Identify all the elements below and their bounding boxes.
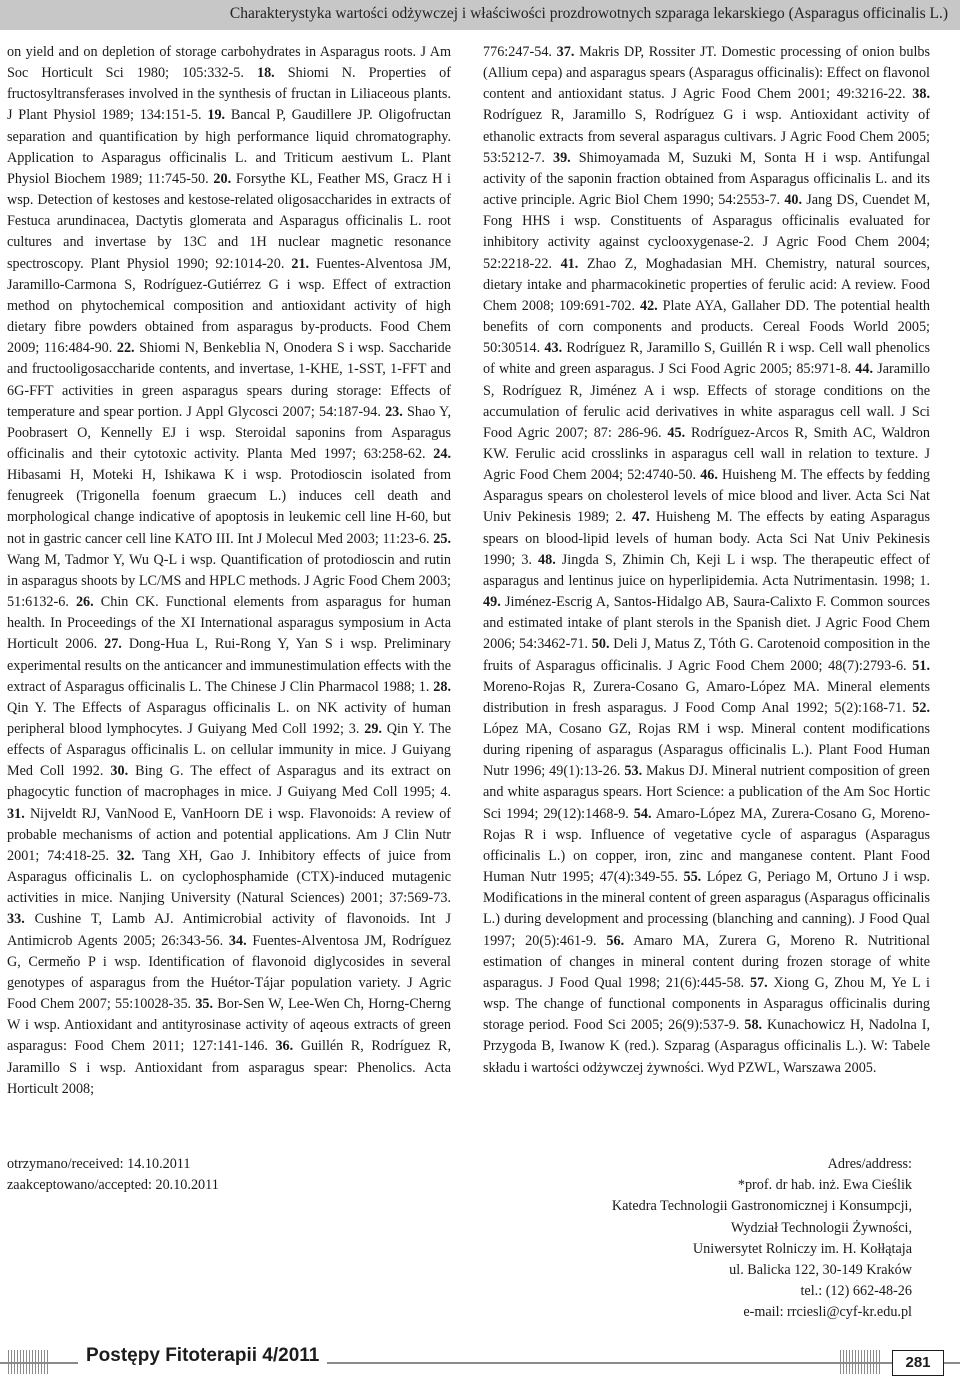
address-email: e-mail: rrciesli@cyf-kr.edu.pl <box>743 1304 912 1321</box>
reference-number: 22. <box>116 340 135 357</box>
references-right-column <box>483 42 930 1079</box>
reference-number: 37. <box>556 44 575 60</box>
reference-text: Dong-Hua L, Rui-Rong Y, Yan S i wsp. Preliminary experimental results on the anticancer and immunestimulation effects with the extract of Asparagus officinalis L. The Chinese J Clin Pharmacol 1988; 1. <box>7 636 451 695</box>
reference-number: 25. <box>433 530 451 547</box>
reference-number: 19. <box>207 107 226 124</box>
footer-hatch-left <box>8 1350 48 1374</box>
page-number: 281 <box>892 1350 944 1376</box>
reference-text: Huisheng M. The effects by eating Asparagus spears on blood-lipid levels of human body. Acta Sci Nat Univ Pekinesis 1990; 3. <box>483 509 930 568</box>
reference-number: 42. <box>639 297 658 314</box>
reference-text: Jang DS, Cuendet M, Fong HHS i wsp. Constituents of Asparagus officinalis evaluated for inhibitory activity against cyclooxygenase-2. J Agric Food Chem 2004; 52:2218-22. <box>483 192 930 272</box>
references-left-paragraph <box>7 42 451 1100</box>
reference-number: 26. <box>75 594 94 611</box>
address-line: *prof. dr hab. inż. Ewa Cieślik <box>737 1177 912 1194</box>
reference-number: 56. <box>606 932 625 949</box>
address-label: Adres/address: <box>827 1156 912 1172</box>
received-dates <box>7 1154 219 1196</box>
reference-number: 38. <box>912 86 930 103</box>
reference-text: Rodríguez R, Jaramillo S, Rodríguez G i wsp. Antioxidant activity of ethanolic extracts from several asparagus cultivars. J Agric Food Chem 2005; 53:5212-7. <box>483 107 930 166</box>
reference-text: Nijveldt RJ, VanNood E, VanHoorn DE i wsp. Flavonoids: A review of probable mechanisms of action and potential applications. Am J Clin Nutr 2001; 74:418-25. <box>7 805 452 864</box>
received-date: otrzymano/received: 14.10.2011 <box>7 1156 191 1172</box>
reference-number: 20. <box>213 170 232 187</box>
reference-number: 44. <box>855 361 874 378</box>
reference-number: 18. <box>256 65 275 82</box>
reference-number: 28. <box>433 678 451 695</box>
accepted-date: zaakceptowano/accepted: 20.10.2011 <box>7 1177 219 1193</box>
reference-number: 40. <box>784 192 803 209</box>
running-header <box>0 0 960 30</box>
reference-text: Hibasami H, Moteki H, Ishikawa K i wsp. Protodioscin isolated from fenugreek (Trigonella foenum graecum L.) induces cell death and morphological change indicative of apoptosis in leukemic cell line H-60, but not in gastric cancer cell line KATO III. Int J Molecul Med 2003; 11:23-6. <box>7 467 451 547</box>
references-left-column <box>7 42 451 1100</box>
reference-number: 51. <box>912 657 930 674</box>
reference-text: Huisheng M. The effects by fedding Asparagus spears on cholesterol levels of mice blood and liver. Acta Sci Nat Univ Pekinesis 1989; 2. <box>483 467 930 526</box>
reference-text: Plate AYA, Gallaher DD. The potential health benefits of corn components and products. Cereal Foods World 2005; 50:30514. <box>483 297 930 357</box>
reference-number: 48. <box>538 551 556 568</box>
reference-number: 24. <box>433 445 451 462</box>
reference-number: 57. <box>749 974 768 991</box>
footer-hatch-right <box>840 1350 880 1374</box>
reference-entry <box>483 44 557 60</box>
reference-number: 32. <box>116 847 135 864</box>
reference-number: 50. <box>591 636 610 653</box>
reference-text: Zhao Z, Moghadasian MH. Chemistry, natural sources, dietary intake and pharmacokinetic properties of ferulic acid: A review. Food Chem 2008; 109:691-702. <box>483 255 930 314</box>
reference-text: on yield and on depletion of storage carbohydrates in Asparagus roots. J Am Soc Horticult Sci 1980; 105:332-5. <box>7 44 451 82</box>
reference-text: Makus DJ. Mineral nutrient composition of green and white asparagus spears. Hort Science: a publication of the Am Soc Hortic Sci 1994; 29(12):1468-9. <box>483 763 930 822</box>
reference-number: 55. <box>683 869 702 886</box>
reference-number: 54. <box>633 805 652 822</box>
reference-number: 35. <box>195 996 214 1013</box>
reference-text: Shiomi N. Properties of fructosyltransferases involved in the synthesis of fructan in Liliaceous plants. J Plant Physiol 1989; 134:151-5. <box>7 65 451 124</box>
reference-number: 31. <box>7 805 25 822</box>
reference-text: Jingda S, Zhimin Ch, Keji L i wsp. The therapeutic effect of asparagus and lentinus juice on hyperlipidemia. Acta Nutrimentasin. 1998; 1. <box>483 551 930 589</box>
reference-text: Amaro MA, Zurera G, Moreno R. Nutritional estimation of changes in mineral content during frozen storage of white asparagus. J Food Qual 1998; 21(6):445-58. <box>483 932 930 991</box>
reference-text: Shiomi N, Benkeblia N, Onodera S i wsp. Saccharide and fructooligosaccharide contents, and invertase, 1-KHE, 1-SST, 1-FFT and 6G-FFT activities in green asparagus spears during storage: Effects of temperature and spear portion. J Appl Glycosci 2007; 54:187-94. <box>7 340 451 420</box>
reference-entry <box>483 552 930 589</box>
reference-text: Jaramillo S, Rodríguez R, Jiménez A i wsp. Effects of storage conditions on the accumulation of ferulic acid derivatives in white asparagus cell wall. J Sci Food Agric 2007; 87: 286-96. <box>483 361 931 441</box>
reference-text: Bing G. The effect of Asparagus and its extract on phagocytic function of macrophages in mice. J Guiyang Med Coll 1995; 4. <box>7 763 451 801</box>
reference-number: 52. <box>912 699 930 716</box>
reference-number: 29. <box>364 721 382 737</box>
reference-number: 58. <box>744 1017 763 1034</box>
reference-text: Xiong G, Zhou M, Ye L i wsp. The change of functional components in Asparagus officinalis during storage period. Food Sci 2005; 26(9):537-9. <box>483 974 931 1034</box>
reference-number: 36. <box>275 1038 294 1055</box>
correspondence-address <box>612 1154 912 1324</box>
reference-text: López G, Periago M, Ortuno J i wsp. Modifications in the mineral content of green asparagus (Asparagus officinalis L.) during development and processing (blanching and canning). J Food Qual 1997; 20(5):461-9. <box>483 869 930 949</box>
reference-number: 46. <box>700 467 718 484</box>
address-line: ul. Balicka 122, 30-149 Kraków <box>729 1262 912 1279</box>
running-header-title: Charakterystyka wartości odżywczej i właściwości prozdrowotnych szparaga lekarskiego (Asparagus officinalis L.) <box>229 5 948 22</box>
reference-text: Chin CK. Functional elements from asparagus for human health. In Proceedings of the XI International asparagus symposium in Acta Horticult 2006. <box>7 594 451 653</box>
reference-text: 776:247-54. <box>483 44 557 60</box>
reference-number: 45. <box>667 424 686 441</box>
reference-text: López MA, Cosano GZ, Rojas RM i wsp. Mineral content modifications during ripening of asparagus (Asparagus officinalis L.). Plant Food Human Nutr 1996; 49(1):13-26. <box>483 721 930 780</box>
reference-text: Qin Y. The Effects of Asparagus officinalis L. on NK activity of human peripheral blood lymphocytes. J Guiyang Med Coll 1992; 3. <box>7 699 451 737</box>
reference-number: 21. <box>291 255 310 272</box>
reference-text: Fuentes-Alventosa JM, Rodríguez G, Cermeňo P i wsp. Identification of flavonoid diglycosides in several genotypes of asparagus from the Huétor-Tájar population variety. J Agric Food Chem 2007; 55:10028-35. <box>7 932 452 1013</box>
reference-text: Deli J, Matus Z, Tóth G. Carotenoid composition in the fruits of Asparagus officinalis. J Agric Food Chem 2000; 48(7):2793-6. <box>483 636 930 674</box>
reference-number: 53. <box>624 763 643 780</box>
reference-text: Kunachowicz H, Nadolna I, Przygoda B, Iwanow K (red.). Szparag (Asparagus officinalis L.). W: Tabele składu i wartości odżywczej żywności. Wyd PZWL, Warszawa 2005. <box>483 1017 931 1076</box>
address-line: tel.: (12) 662-48-26 <box>800 1283 912 1300</box>
reference-text: Rodríguez R, Jaramillo S, Guillén R i wsp. Cell wall phenolics of white and green asparagus. J Sci Food Agric 2005; 85:971-8. <box>483 340 931 378</box>
reference-number: 49. <box>483 594 501 611</box>
reference-text: Bor-Sen W, Lee-Wen Ch, Horng-Cherng W i wsp. Antioxidant and antityrosinase activity of aqeous extracts of green asparagus: Food Chem 2011; 127:141-146. <box>7 996 451 1055</box>
reference-text: Wang M, Tadmor Y, Wu Q-L i wsp. Quantification of protodioscin and rutin in asparagus shoots by LC/MS and HPLC methods. J Agric Food Chem 2003; 51:6132-6. <box>7 551 451 611</box>
address-line: Katedra Technologii Gastronomicznej i Konsumpcji, <box>611 1198 912 1215</box>
reference-number: 30. <box>110 763 129 780</box>
reference-text: Bancal P, Gaudillere JP. Oligofructan separation and quantification by high performance liquid chromatography. Application to Asparagus officinalis L. and Triticum aestivum L. Plant Physiol Biochem 1989; 11:745-50. <box>7 107 451 187</box>
reference-text: Forsythe KL, Feather MS, Gracz H i wsp. Detection of kestoses and kestose-related oligosaccharides in extracts of Festuca arundinacea, Dactytis glomerata and Asparagus officinalis L. root cultures and invertase by 13C and 1H nuclear magnetic resonance spectroscopy. Plant Physiol 1990; 92:1014-20. <box>7 170 451 272</box>
reference-text: Jiménez-Escrig A, Santos-Hidalgo AB, Saura-Calixto F. Common sources and estimated intake of plant sterols in the Spanish diet. J Agric Food Chem 2006; 54:3462-71. <box>483 594 931 653</box>
references-right-paragraph <box>483 42 930 1079</box>
reference-text: Cushine T, Lamb AJ. Antimicrobial activity of flavonoids. Int J Antimicrob Agents 2005; 26:343-56. <box>7 911 451 949</box>
reference-number: 23. <box>385 403 403 420</box>
reference-text: Rodríguez-Arcos R, Smith AC, Waldron KW. Ferulic acid crosslinks in asparagus cell wall in relation to texture. J Agric Food Chem 2004; 52:4740-50. <box>483 424 930 484</box>
reference-text: Tang XH, Gao J. Inhibitory effects of juice from Asparagus officinalis L. on cyclophosphamide (CTX)-induced mutagenic activities in mice. Nanjing University (Natural Sciences) 2001; 37:569-73. <box>7 847 451 907</box>
reference-text: Shao Y, Poobrasert O, Kennelly EJ i wsp. Steroidal saponins from Asparagus officinalis and their cytotoxic activity. Planta Med 1997; 63:258-62. <box>7 403 451 462</box>
reference-number: 39. <box>552 149 571 166</box>
reference-text: Guillén R, Rodríguez R, Jaramillo S i wsp. Antioxidant from asparagus spear: Phenolics. Acta Horticult 2008; <box>7 1038 451 1097</box>
reference-number: 43. <box>544 340 563 357</box>
reference-text: Qin Y. The effects of Asparagus officinalis L. on cellular immunity in mice. J Guiyang Med Coll 1992. <box>7 721 451 780</box>
reference-number: 33. <box>7 911 25 928</box>
journal-name: Postępy Fitoterapii 4/2011 <box>78 1345 327 1367</box>
address-line: Wydział Technologii Żywności, <box>730 1219 912 1236</box>
reference-number: 47. <box>632 509 650 526</box>
reference-number: 34. <box>228 932 247 949</box>
reference-text: Makris DP, Rossiter JT. Domestic processing of onion bulbs (Allium cepa) and asparagus spears (Asparagus officinalis): Effect on flavonol content and antioxidant status. J Agric Food Chem 2001; 49:3216-22. <box>483 44 930 103</box>
address-line: Uniwersytet Rolniczy im. H. Kołłątaja <box>692 1240 912 1257</box>
reference-text: Moreno-Rojas R, Zurera-Cosano G, Amaro-López MA. Mineral elements distribution in fresh asparagus. J Food Comp Anal 1992; 5(2):168-71. <box>483 678 930 716</box>
reference-number: 41. <box>560 255 579 272</box>
reference-text: Amaro-López MA, Zurera-Cosano G, Moreno-Rojas R i wsp. Influence of vegetative cycle of asparagus (Asparagus officinalis L.) on copper, iron, zinc and manganese content. Plant Food Human Nutr 1995; 47(4):349-55. <box>483 805 930 886</box>
reference-text: Shimoyamada M, Suzuki M, Sonta H i wsp. Antifungal activity of the saponin fraction obtained from Asparagus officinalis L. and its active principle. Agric Biol Chem 1990; 54:2553-7. <box>483 149 931 209</box>
reference-text: Fuentes-Alventosa JM, Jaramillo-Carmona S, Rodríguez-Gutiérrez G i wsp. Effect of extraction method on phytochemical composition and antioxidant activity of high dietary fibre powders obtained from asparagus by-products. Food Chem 2009; 116:484-90. <box>7 255 452 357</box>
reference-number: 27. <box>104 636 122 653</box>
